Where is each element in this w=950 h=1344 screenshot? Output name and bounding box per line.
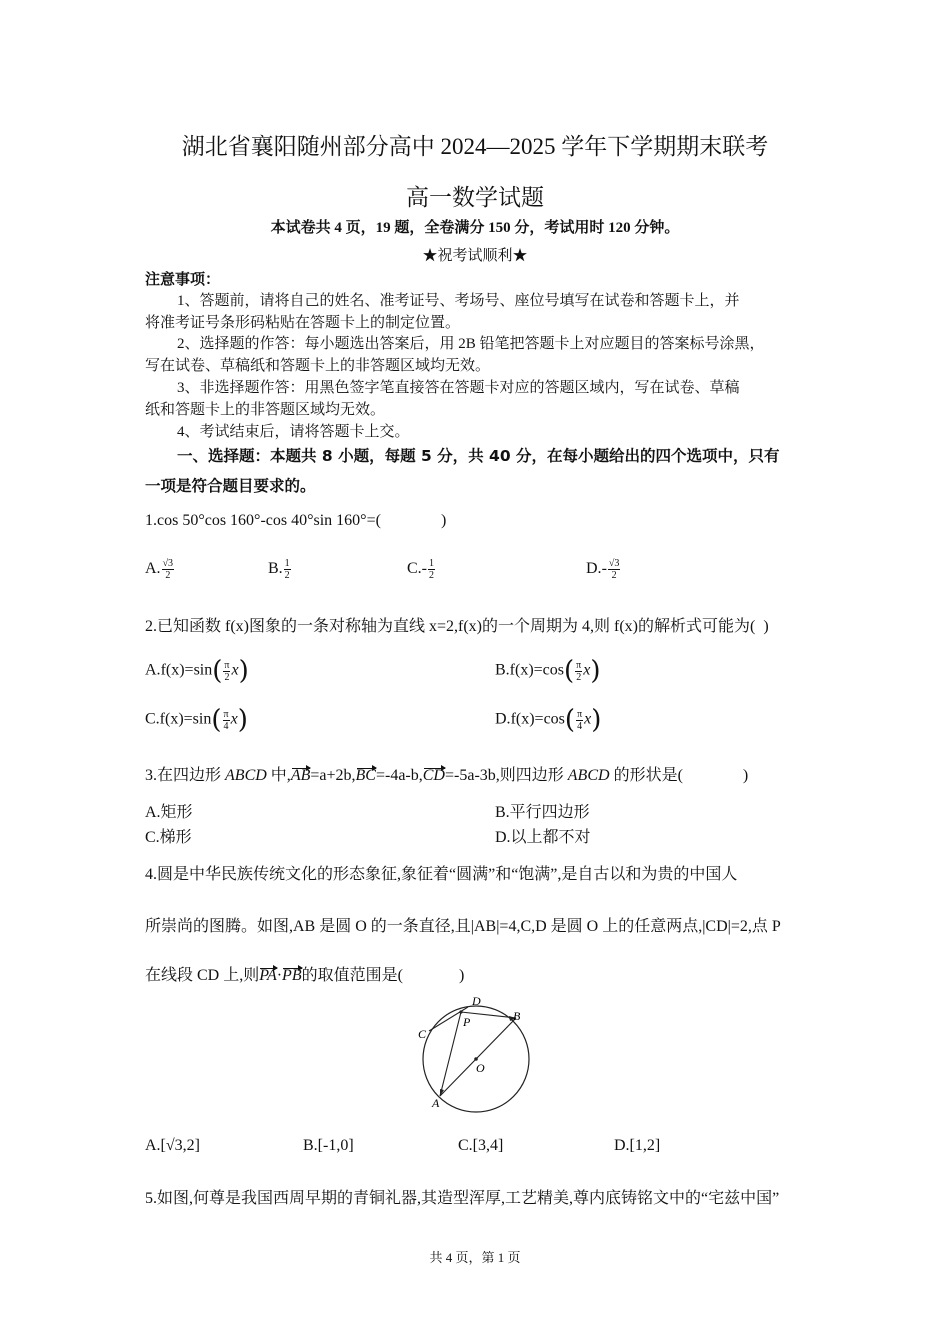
point-p-dot [459, 1010, 462, 1013]
q2-option-b: B.f(x)=cos( $\frac{\pi}{2}$ x) [495, 656, 601, 686]
q1-option-c: C.- $\frac{1}{2}$ [407, 558, 434, 581]
question-3-stem: 3.在四边形 ABCD 中,AB=a+2b,BC=-4a-b,CD=-5a-3b,则四边形 ABCD 的形状是( ) [145, 767, 749, 784]
page-footer: 共 4 页，第 1 页 [429, 1250, 521, 1265]
label-p: P [463, 1015, 471, 1029]
question-4-line3: 在线段 CD 上,则PA·PB的取值范围是( ) [145, 967, 465, 984]
notice-line: 4、考试结束后，请将答题卡上交。 [177, 424, 410, 440]
question-1-stem: 1.cos 50°cos 160°-cos 40°sin 160°=( ) [145, 512, 447, 529]
notice-line: 1、答题前，请将自己的姓名、准考证号、考场号、座位号填写在试卷和答题卡上，并 [177, 293, 740, 309]
q3-option-d: D.以上都不对 [495, 829, 591, 846]
section-heading-cont: 一项是符合题目要求的。 [145, 477, 316, 495]
label-o: O [476, 1061, 485, 1075]
notice-line: 3、非选择题作答：用黑色签字笔直接答在答题卡对应的答题区域内，写在试卷、草稿 [177, 380, 740, 396]
section-heading: 一、选择题：本题共 8 小题，每题 5 分，共 40 分，在每小题给出的四个选项中，只有 [177, 447, 780, 465]
q4-option-c: C.[3,4] [458, 1137, 504, 1154]
q4-option-b: B.[-1,0] [303, 1137, 354, 1154]
question-5-line1: 5.如图,何尊是我国西周早期的青铜礼器,其造型浑厚,工艺精美,尊内底铸铭文中的“宅兹中国” [145, 1190, 780, 1207]
question-2-stem: 2.已知函数 f(x)图象的一条对称轴为直线 x=2,f(x)的一个周期为 4,则 f(x)的解析式可能为( ) [145, 618, 769, 635]
q2-option-a: A.f(x)=sin( $\frac{\pi}{2}$ x) [145, 656, 249, 686]
q1-option-d: D.- $\frac{√3}{2}$ [586, 558, 620, 581]
exam-info: 本试卷共 4 页，19 题，全卷满分 150 分，考试用时 120 分钟。 [270, 220, 680, 236]
segment-pa [440, 1012, 461, 1096]
notice-line: 纸和答题卡上的非答题区域均无效。 [145, 402, 386, 418]
label-d: D [472, 994, 481, 1008]
question-4-line2: 所崇尚的图腾。如图,AB 是圆 O 的一条直径,且|AB|=4,C,D 是圆 O 上的任意两点,|CD|=2,点 P [145, 918, 781, 935]
diameter-ab [440, 1018, 516, 1096]
q4-option-a: A.[√3,2] [145, 1137, 200, 1154]
notice-line: 2、选择题的作答：每小题选出答案后，用 2B 铅笔把答题卡上对应题目的答案标号涂黑， [177, 336, 765, 352]
q3-option-b: B.平行四边形 [495, 804, 590, 821]
q2-option-c: C.f(x)=sin( $\frac{\pi}{4}$ x) [145, 705, 248, 735]
q3-option-a: A.矩形 [145, 804, 193, 821]
q3-option-c: C.梯形 [145, 829, 192, 846]
notice-line: 将准考证号条形码粘贴在答题卡上的制定位置。 [145, 315, 461, 331]
exam-wish: ★祝考试顺利★ [422, 248, 528, 264]
label-c: C [418, 1027, 427, 1041]
question-4-line1: 4.圆是中华民族传统文化的形态象征,象征着“圆满”和“饱满”,是自古以和为贵的中国人 [145, 866, 738, 883]
label-b: B [513, 1009, 521, 1023]
q1-option-a: A. $\frac{√3}{2}$ [145, 558, 174, 581]
q2-option-d: D.f(x)=cos( $\frac{\pi}{4}$ x) [495, 705, 602, 735]
circle-figure [410, 990, 545, 1120]
notice-line: 写在试卷、草稿纸和答题卡上的非答题区域均无效。 [145, 358, 491, 374]
q4-option-d: D.[1,2] [614, 1137, 661, 1154]
exam-subtitle: 高一数学试题 [406, 185, 544, 210]
label-a: A [432, 1096, 440, 1110]
notice-heading: 注意事项： [145, 272, 221, 288]
exam-title: 湖北省襄阳随州部分高中 2024—2025 学年下学期期末联考 [181, 134, 769, 159]
q1-option-b: B. $\frac{1}{2}$ [268, 558, 290, 581]
